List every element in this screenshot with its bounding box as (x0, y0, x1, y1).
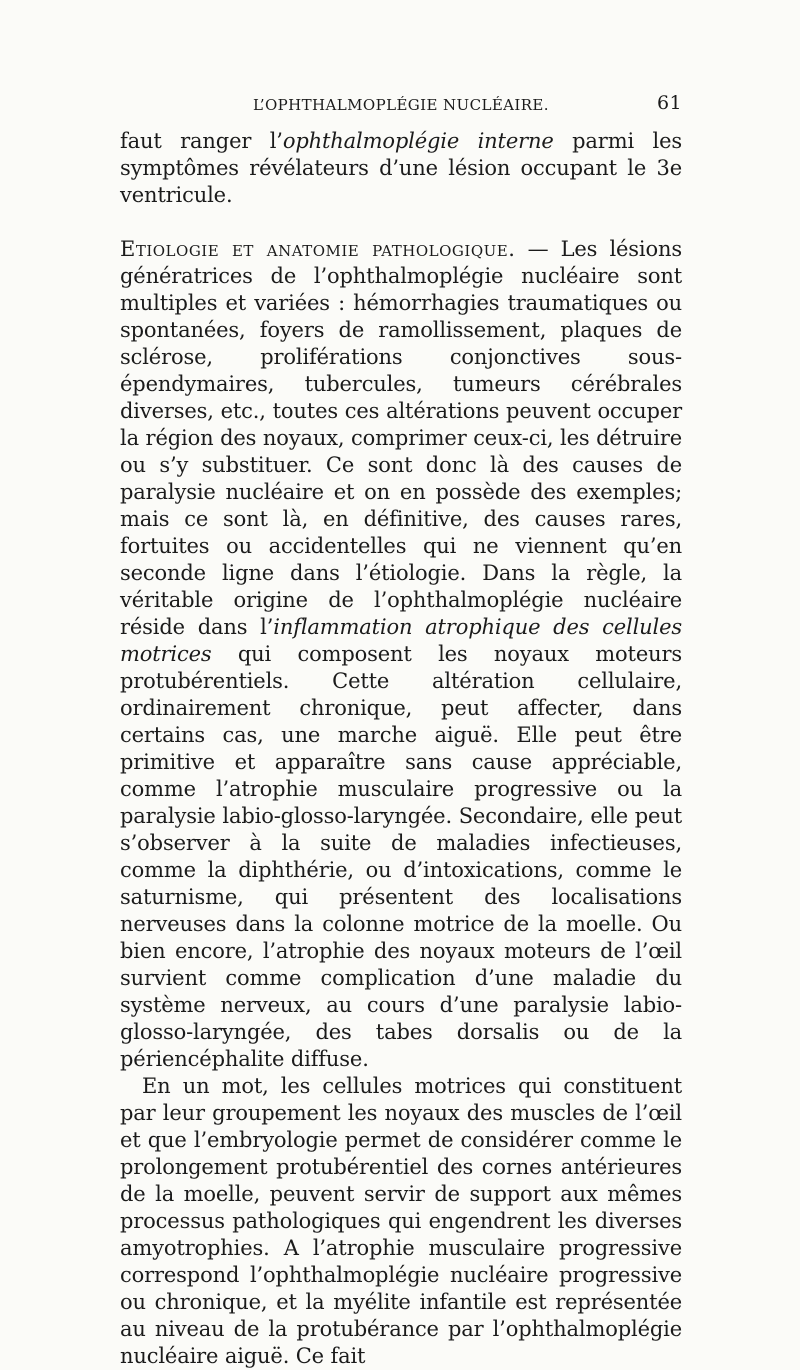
paragraph-2 (120, 236, 682, 1073)
paragraph-1-text-start: faut ranger l’ (120, 129, 283, 153)
paragraph-2-text-start: — Les lésions génératrices de l’ophthalmoplégie nucléaire sont multiples et variées : hémorrhagies traumatiques ou spontanées, foyers de ramollissement, plaques de sclérose, proliférations conjonctives sous-épendymaires, tubercules, tumeurs cérébrales diverses, etc., toutes ces altérations peuvent occuper la région des noyaux, comprimer ceux-ci, les détruire ou s’y substituer. Ce sont donc là des causes de paralysie nucléaire et on en possède des exemples; mais ce sont là, en définitive, des causes rares, fortuites ou accidentelles qui ne viennent qu’en seconde ligne dans l’étiologie. Dans la règle, la véritable origine de l’ophthalmoplégie nucléaire réside dans l’ (120, 237, 682, 639)
paragraph-1 (120, 128, 682, 209)
page-number: 61 (657, 92, 682, 114)
page-header (120, 90, 682, 118)
section-heading: Etiologie et anatomie pathologique. (120, 237, 516, 261)
paragraph-2-emphasis: inflammation atrophique des cellules motrices (120, 615, 682, 666)
paragraph-2-text-end: qui composent les noyaux moteurs protubérentiels. Cette altération cellulaire, ordinairement chronique, peut affecter, dans certains cas, une marche aiguë. Elle peut être primitive et apparaître sans cause appréciable, comme l’atrophie musculaire progressive ou la paralysie labio-glosso-laryngée. Secondaire, elle peut s’observer à la suite de maladies infectieuses, comme la diphthérie, ou d’intoxications, comme le saturnisme, qui présentent des localisations nerveuses dans la colonne motrice de la moelle. Ou bien encore, l’atrophie des noyaux moteurs de l’œil survient comme complication d’une maladie du système nerveux, au cours d’une paralysie labio-glosso-laryngée, des tabes dorsalis ou de la périencéphalite diffuse. (120, 642, 682, 1071)
paragraph-3: En un mot, les cellules motrices qui constituent par leur groupement les noyaux des muscles de l’œil et que l’embryologie permet de considérer comme le prolongement protubérentiel des cornes antérieures de la moelle, peuvent servir de support aux mêmes processus pathologiques qui engendrent les diverses amyotrophies. A l’atrophie musculaire progressive correspond l’ophthalmoplégie nucléaire progressive ou chronique, et la myélite infantile est représentée au niveau de la protubérance par l’ophthalmoplégie nucléaire aiguë. Ce fait (120, 1074, 682, 1368)
paragraph-1-emphasis: ophthalmoplégie interne (282, 129, 554, 153)
paragraph-1-text-end: parmi les symptômes révélateurs d’une lésion occupant le 3e ventricule. (120, 129, 682, 207)
running-title: L’OPHTHALMOPLÉGIE NUCLÉAIRE. (253, 96, 549, 114)
body-text (120, 128, 682, 1370)
